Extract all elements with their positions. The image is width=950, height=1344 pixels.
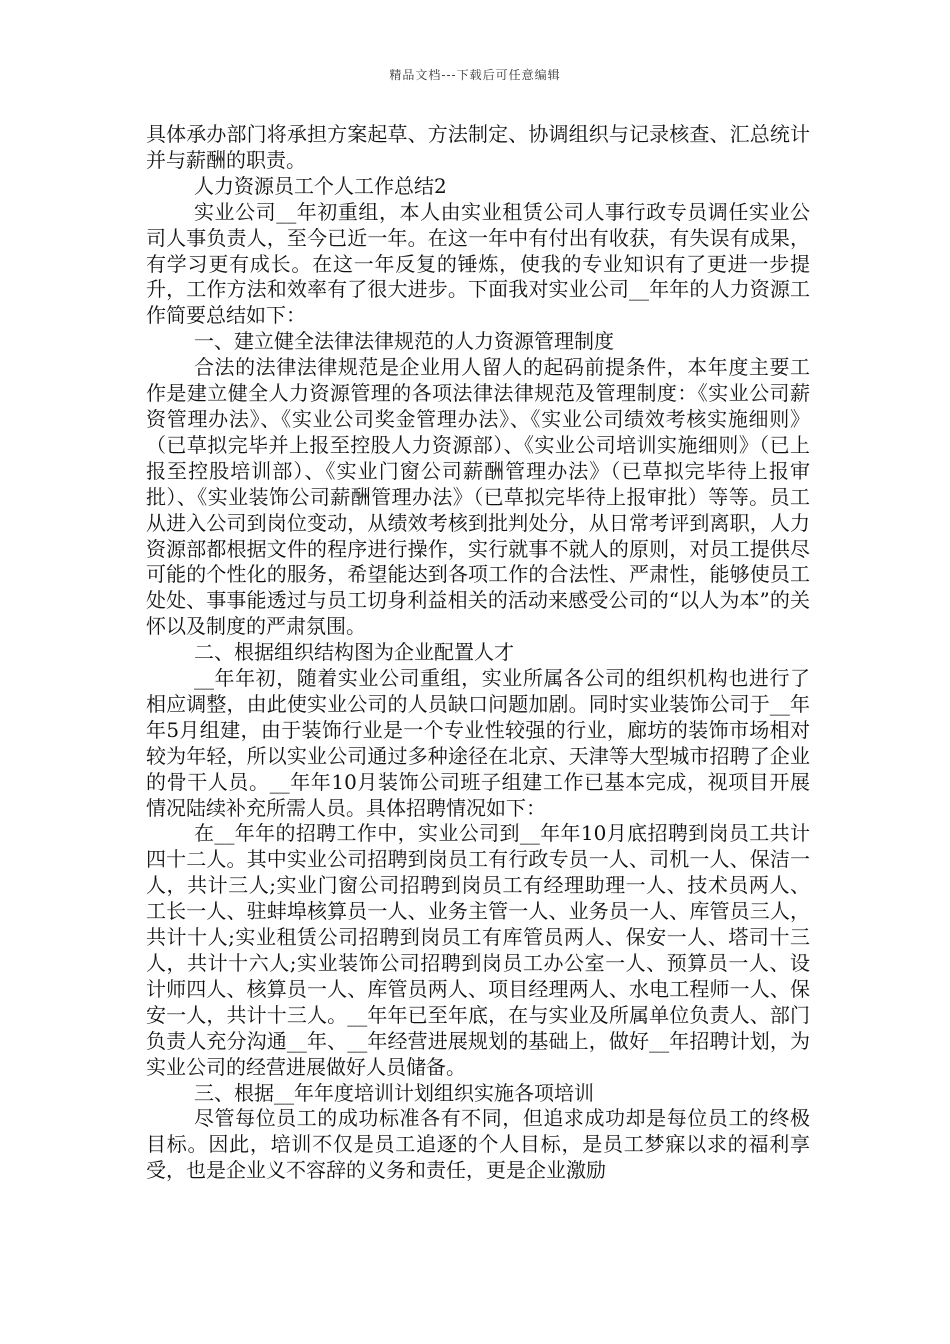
paragraph-section-1: 合法的法律法律规范是企业用人留人的起码前提条件，本年度主要工作是建立健全人力资源管理的各项法律法律规范及管理制度：《实业公司薪资管理办法》、《实业公司奖金管理办法》、《实业公司绩效考核实施细则》（已草拟完毕并上报至控股人力资源部）、《实业公司培训实施细则》（已上报至控股培训部）、《实业门窗公司薪酬管理办法》（已草拟完毕待上报审批）、《实业装饰公司薪酬管理办法》（已草拟完毕待上报审批）等等。员工从进入公司到岗位变动，从绩效考核到批判处分，从日常考评到离职，人力资源部都根据文件的程序进行操作，实行就事不就人的原则，对员工提供尽可能的个性化的服务，希望能达到各项工作的合法性、严肃性，能够使员工处处、事事能透过与员工切身利益相关的活动来感受公司的“以人为本”的关怀以及制度的严肃氛围。 — [146, 355, 810, 639]
paragraph-section-2: __年年初，随着实业公司重组，实业所属各公司的组织机构也进行了相应调整，由此使实业公司的人员缺口问题加剧。同时实业装饰公司于__年年5月组建，由于装饰行业是一个专业性较强的行业，廊坊的装饰市场相对较为年轻，所以实业公司通过多种途径在北京、天津等大型城市招聘了企业的骨干人员。__年年10月装饰公司班子组建工作已基本完成，视项目开展情况陆续补充所需人员。具体招聘情况如下： — [146, 666, 810, 820]
section-heading-2: 二、根据组织结构图为企业配置人才 — [194, 640, 514, 665]
document-body — [146, 122, 810, 1184]
page-header: 精品文档---下载后可任意编辑 — [389, 68, 561, 82]
section-heading-1: 一、建立健全法律法律规范的人力资源管理制度 — [194, 329, 614, 354]
paragraph-continuation: 具体承办部门将承担方案起草、方法制定、协调组织与记录核查、汇总统计并与薪酬的职责。 — [146, 122, 810, 172]
paragraph-intro: 实业公司__年初重组，本人由实业租赁公司人事行政专员调任实业公司人事负责人，至今已近一年。在这一年中有付出有收获，有失误有成果，有学习更有成长。在这一年反复的锤炼，使我的专业知识有了更进一步提升，工作方法和效率有了很大进步。下面我对实业公司__年年的人力资源工作简要总结如下： — [146, 199, 810, 328]
section-heading-3: 三、根据__年年度培训计划组织实施各项培训 — [194, 1080, 594, 1105]
document-subtitle: 人力资源员工个人工作总结2 — [194, 173, 447, 198]
paragraph-section-3: 尽管每位员工的成功标准各有不同，但追求成功却是每位员工的终极目标。因此，培训不仅是员工追逐的个人目标，是员工梦寐以求的福利享受，也是企业义不容辞的义务和责任，更是企业激励 — [146, 1106, 810, 1183]
paragraph-recruitment: 在__年年的招聘工作中，实业公司到__年年10月底招聘到岗员工共计四十二人。其中实业公司招聘到岗员工有行政专员一人、司机一人、保洁一人，共计三人;实业门窗公司招聘到岗员工有经理助理一人、技术员两人、工长一人、驻蚌埠核算员一人、业务主管一人、业务员一人、库管员三人，共计十人;实业租赁公司招聘到岗员工有库管员两人、保安一人、塔司十三人，共计十六人;实业装饰公司招聘到岗员工办公室一人、预算员一人、设计师四人、核算员一人、库管员两人、项目经理两人、水电工程师一人、保安一人，共计十三人。__年年已至年底，在与实业及所属单位负责人、部门负责人充分沟通__年、__年经营进展规划的基础上，做好__年招聘计划，为实业公司的经营进展做好人员储备。 — [146, 821, 810, 1079]
